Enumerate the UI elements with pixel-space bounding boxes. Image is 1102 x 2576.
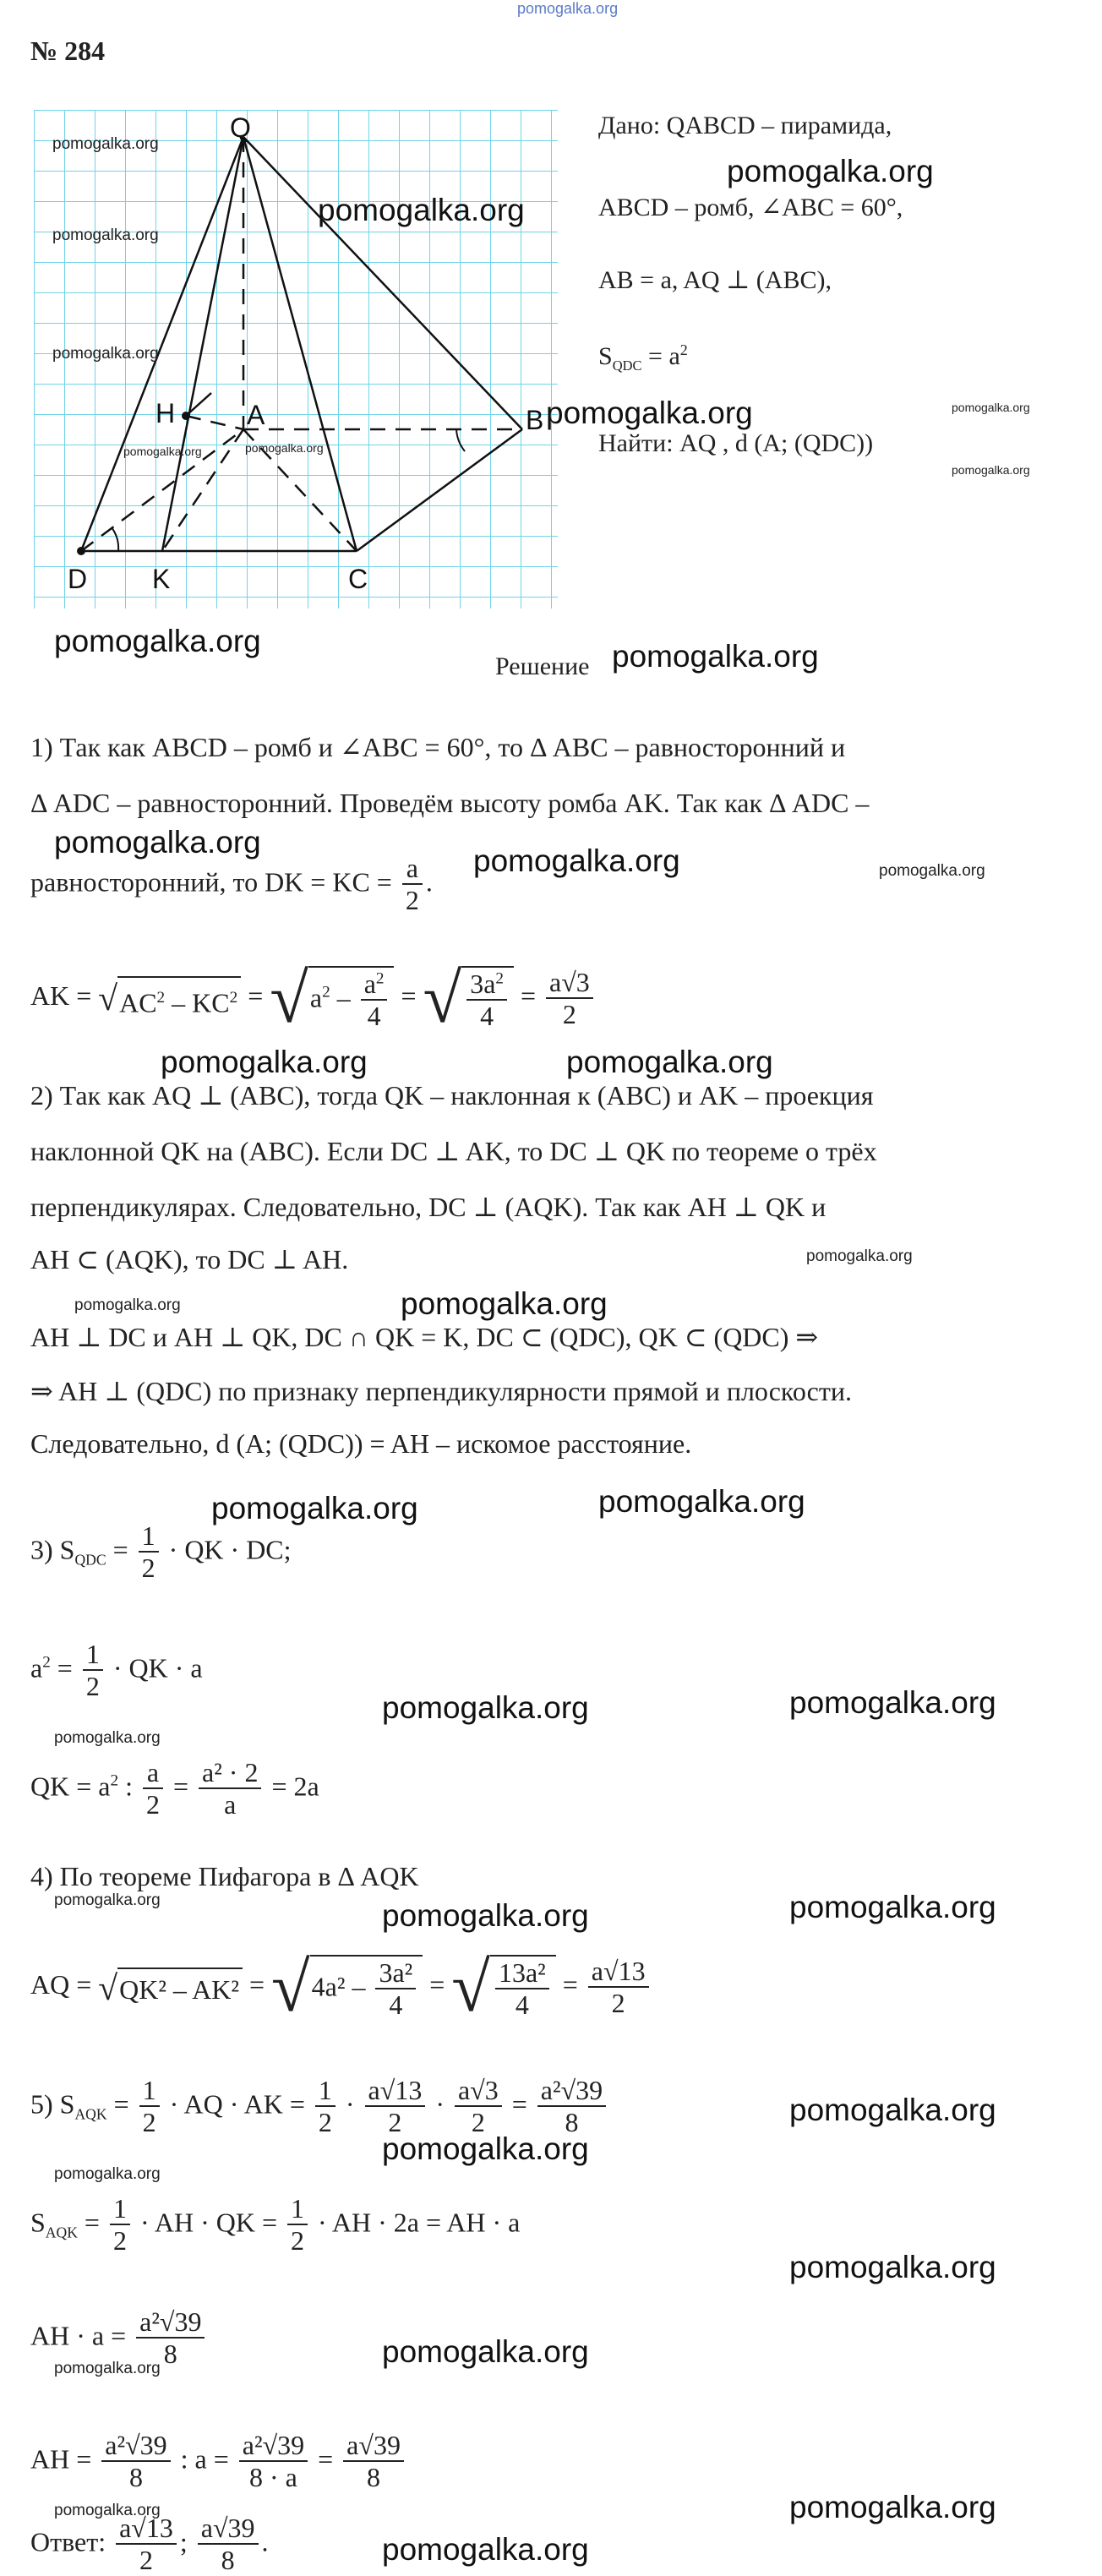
step2-line-6: ⇒ AH ⊥ (QDC) по признаку перпендикулярности прямой и плоскости. — [30, 1376, 852, 1406]
label-a: A — [247, 400, 265, 430]
watermark: pomogalka.org — [382, 1898, 589, 1933]
label-b: B — [526, 405, 544, 435]
step2-line-2: наклонной QK на (ABC). Если DC ⊥ AK, то DC ⊥ QK по теореме о трёх — [30, 1136, 877, 1166]
watermark: pomogalka.org — [952, 401, 1030, 414]
given-line-1: Дано: QABCD – пирамида, — [598, 112, 892, 139]
fraction-one-half: $\frac{1}{2}$ — [83, 1640, 103, 1702]
step4-aq: AQ = √QK² – AK² = √4a² – $\frac{\text{3a²}}{4}$ = √ $\frac{\text{13a²}}{4}$ = $\frac{a√13}{2}$ — [30, 1952, 652, 2022]
watermark: pomogalka.org — [54, 1891, 161, 1909]
watermark: pomogalka.org — [789, 2490, 996, 2524]
fraction-a-over-2: $\frac{a}{2}$ — [143, 1758, 163, 1820]
fraction-a-sqrt39-over-8: $\frac{a√39}{8}$ — [343, 2431, 404, 2493]
fraction-a-sqrt3-over-2: $\frac{a√3}{2}$ — [546, 968, 593, 1030]
watermark: pomogalka.org — [789, 2093, 996, 2127]
fraction-one-half: $\frac{1}{2}$ — [139, 1521, 159, 1584]
sqrt-3a2-4: √ $\frac{3a^2}{4}$ — [423, 963, 514, 1034]
fraction-one-half: $\frac{1}{2}$ — [110, 2194, 130, 2257]
label-q: Q — [230, 112, 251, 143]
step2-line-5: AH ⊥ DC и AH ⊥ QK, DC ∩ QK = K, DC ⊂ (QDC), QK ⊂ (QDC) ⇒ — [30, 1322, 819, 1352]
step2-line-4: AH ⊂ (AQK), то DC ⊥ AH. — [30, 1244, 349, 1274]
step2-line-3: перпендикулярах. Следовательно, DC ⊥ (AQK). Так как AH ⊥ QK и — [30, 1192, 826, 1222]
label-c: C — [348, 564, 368, 594]
watermark: pomogalka.org — [161, 1045, 368, 1079]
watermark: pomogalka.org — [727, 154, 934, 188]
watermark: pomogalka.org — [879, 862, 985, 880]
given-line-2: ABCD – ромб, ∠ABC = 60°, — [598, 194, 903, 221]
watermark: pomogalka.org — [612, 639, 819, 674]
watermark: pomogalka.org — [789, 2250, 996, 2284]
fraction-a2-sqrt39-over-8: $\frac{\text{a²√39}}{8}$ — [101, 2431, 170, 2493]
step3-qk: QK = $a^2$ : $\frac{a}{2}$ = $\frac{\text{a² · 2}}{a}$ = 2a — [30, 1757, 319, 1820]
watermark: pomogalka.org — [54, 2502, 161, 2519]
watermark: pomogalka.org — [382, 2334, 589, 2369]
watermark: pomogalka.org — [74, 1296, 181, 1314]
answer-aq: $\frac{a√13}{2}$ — [116, 2513, 177, 2576]
watermark: pomogalka.org — [789, 1890, 996, 1924]
problem-number: № 284 — [30, 35, 106, 66]
watermark: pomogalka.org — [806, 1247, 913, 1265]
step3-s-qdc: 3) $S_{QDC}$ = $\frac{1}{2}$ · QK · DC; — [30, 1520, 292, 1584]
step1-ak-formula: AK = $√AC^2 - KC^2 = √a^2$ – $\frac{a^2}{4}$ = √ $\frac{3a^2}{4}$ = $\frac{a√3}{2}$ — [30, 963, 597, 1034]
fraction-a2-sqrt39-over-8: $\frac{\text{a²√39}}{8}$ — [136, 2307, 205, 2370]
watermark: pomogalka.org — [566, 1045, 773, 1079]
step1-line-1: 1) Так как ABCD – ромб и ∠ABC = 60°, то Δ ABC – равносторонний и — [30, 732, 846, 762]
given-line-3: AB = a, AQ ⊥ (ABC), — [598, 266, 832, 294]
step5-s2-aqk: $S_{AQK}$ = $\frac{1}{2}$ · AH · QK = $\frac{1}{2}$ · AH · 2a = AH · a — [30, 2193, 521, 2257]
fraction-a-sqrt3-over-2: $\frac{a√3}{2}$ — [455, 2076, 502, 2138]
watermark: pomogalka.org — [54, 825, 261, 860]
step4-title: 4) По теореме Пифагора в Δ AQK — [30, 1861, 419, 1891]
sqrt-qk2-ak2: √QK² – AK² — [98, 1967, 243, 2009]
watermark: pomogalka.org — [245, 441, 324, 455]
answer-ah: $\frac{a√39}{8}$ — [198, 2513, 259, 2576]
watermark: pomogalka.org — [52, 345, 159, 363]
watermark: pomogalka.org — [54, 1729, 161, 1747]
label-d: D — [68, 564, 88, 594]
answer: Ответ: $\frac{a√13}{2}$ ; $\frac{a√39}{8}$ . — [30, 2513, 269, 2576]
pyramid-diagram — [34, 110, 558, 617]
watermark: pomogalka.org — [52, 135, 159, 153]
fraction-a-sqrt13-over-2: $\frac{a√13}{2}$ — [588, 1957, 649, 2019]
watermark: pomogalka.org — [54, 624, 261, 658]
given-line-4: $S_{QDC} = a^2$ — [598, 341, 688, 374]
watermark: pomogalka.org — [789, 1685, 996, 1720]
fraction-a-over-2: $\frac{a}{2}$ — [402, 854, 423, 916]
watermark: pomogalka.org — [952, 463, 1030, 477]
label-h: H — [155, 398, 176, 428]
step2-line-1: 2) Так как AQ ⊥ (ABC), тогда QK – наклонная к (ABC) и AK – проекция — [30, 1080, 874, 1111]
watermark: pomogalka.org — [382, 1690, 589, 1725]
watermark: pomogalka.org — [382, 2131, 589, 2166]
fraction-a-sqrt13-over-2: $\frac{a√13}{2}$ — [365, 2076, 426, 2138]
solution-title: Решение — [495, 652, 590, 680]
watermark: pomogalka.org — [54, 2360, 161, 2377]
fraction-a2-sqrt39-over-8: $\frac{\text{a²√39}}{8}$ — [537, 2076, 606, 2138]
step3-a2-eq: $a^2$ = $\frac{1}{2}$ · QK · a — [30, 1639, 203, 1702]
watermark: pomogalka.org — [473, 843, 680, 878]
step1-line-3: равносторонний, то DK = KC = $\frac{a}{2}$ . — [30, 853, 433, 916]
pyramid-figure — [34, 110, 558, 617]
step5-s-aqk: 5) $S_{AQK}$ = $\frac{1}{2}$ · AQ · AK = $\frac{1}{2}$ · $\frac{a√13}{2}$ · $\frac{a√3}{2}$ = $\frac{\text{a²√39}}{8}$ — [30, 2076, 609, 2138]
fraction-one-half: $\frac{1}{2}$ — [287, 2194, 308, 2257]
sqrt-4a2-3a24: √4a² – $\frac{\text{3a²}}{4}$ — [271, 1952, 423, 2022]
step1-line-2: Δ ADC – равносторонний. Проведём высоту ромба AK. Так как Δ ADC – — [30, 788, 870, 818]
given-line-5: Найти: AQ , d (A; (QDC)) — [598, 429, 874, 457]
watermark: pomogalka.org — [52, 226, 159, 244]
watermark: pomogalka.org — [318, 193, 525, 227]
watermark: pomogalka.org — [54, 2165, 161, 2183]
fraction-a2-sqrt39-over-8a: $\frac{\text{a²√39}}{8 \cdot a}$ — [239, 2431, 308, 2493]
watermark: pomogalka.org — [546, 396, 753, 430]
point-d — [77, 547, 85, 555]
watermark: pomogalka.org — [401, 1286, 608, 1321]
sqrt-a2-a24: $√a^2$ – $\frac{a^2}{4}$ — [270, 963, 394, 1034]
point-h — [182, 412, 190, 420]
step5-ah: AH = $\frac{\text{a²√39}}{8}$ : a = $\frac{\text{a²√39}}{8 \cdot a}$ = $\frac{a√39}{8}$ — [30, 2431, 407, 2493]
sqrt-13a2-4: √ $\frac{\text{13a²}}{4}$ — [451, 1952, 555, 2022]
step5-ah-a: AH · a = $\frac{\text{a²√39}}{8}$ — [30, 2307, 208, 2370]
watermark: pomogalka.org — [382, 2532, 589, 2567]
fraction-one-half: $\frac{1}{2}$ — [315, 2076, 336, 2138]
fraction-a2-2-over-a: $\frac{\text{a² · 2}}{a}$ — [199, 1758, 261, 1820]
watermark-top: pomogalka.org — [517, 0, 619, 17]
watermark: pomogalka.org — [598, 1484, 805, 1519]
watermark: pomogalka.org — [123, 445, 202, 458]
label-k: K — [152, 564, 171, 594]
step2-line-7: Следовательно, d (A; (QDC)) = AH – искомое расстояние. — [30, 1428, 692, 1459]
fraction-one-half: $\frac{1}{2}$ — [139, 2076, 160, 2138]
sqrt-ac-kc: $√AC^2 - KC^2$ — [98, 976, 241, 1022]
watermark: pomogalka.org — [211, 1491, 418, 1525]
